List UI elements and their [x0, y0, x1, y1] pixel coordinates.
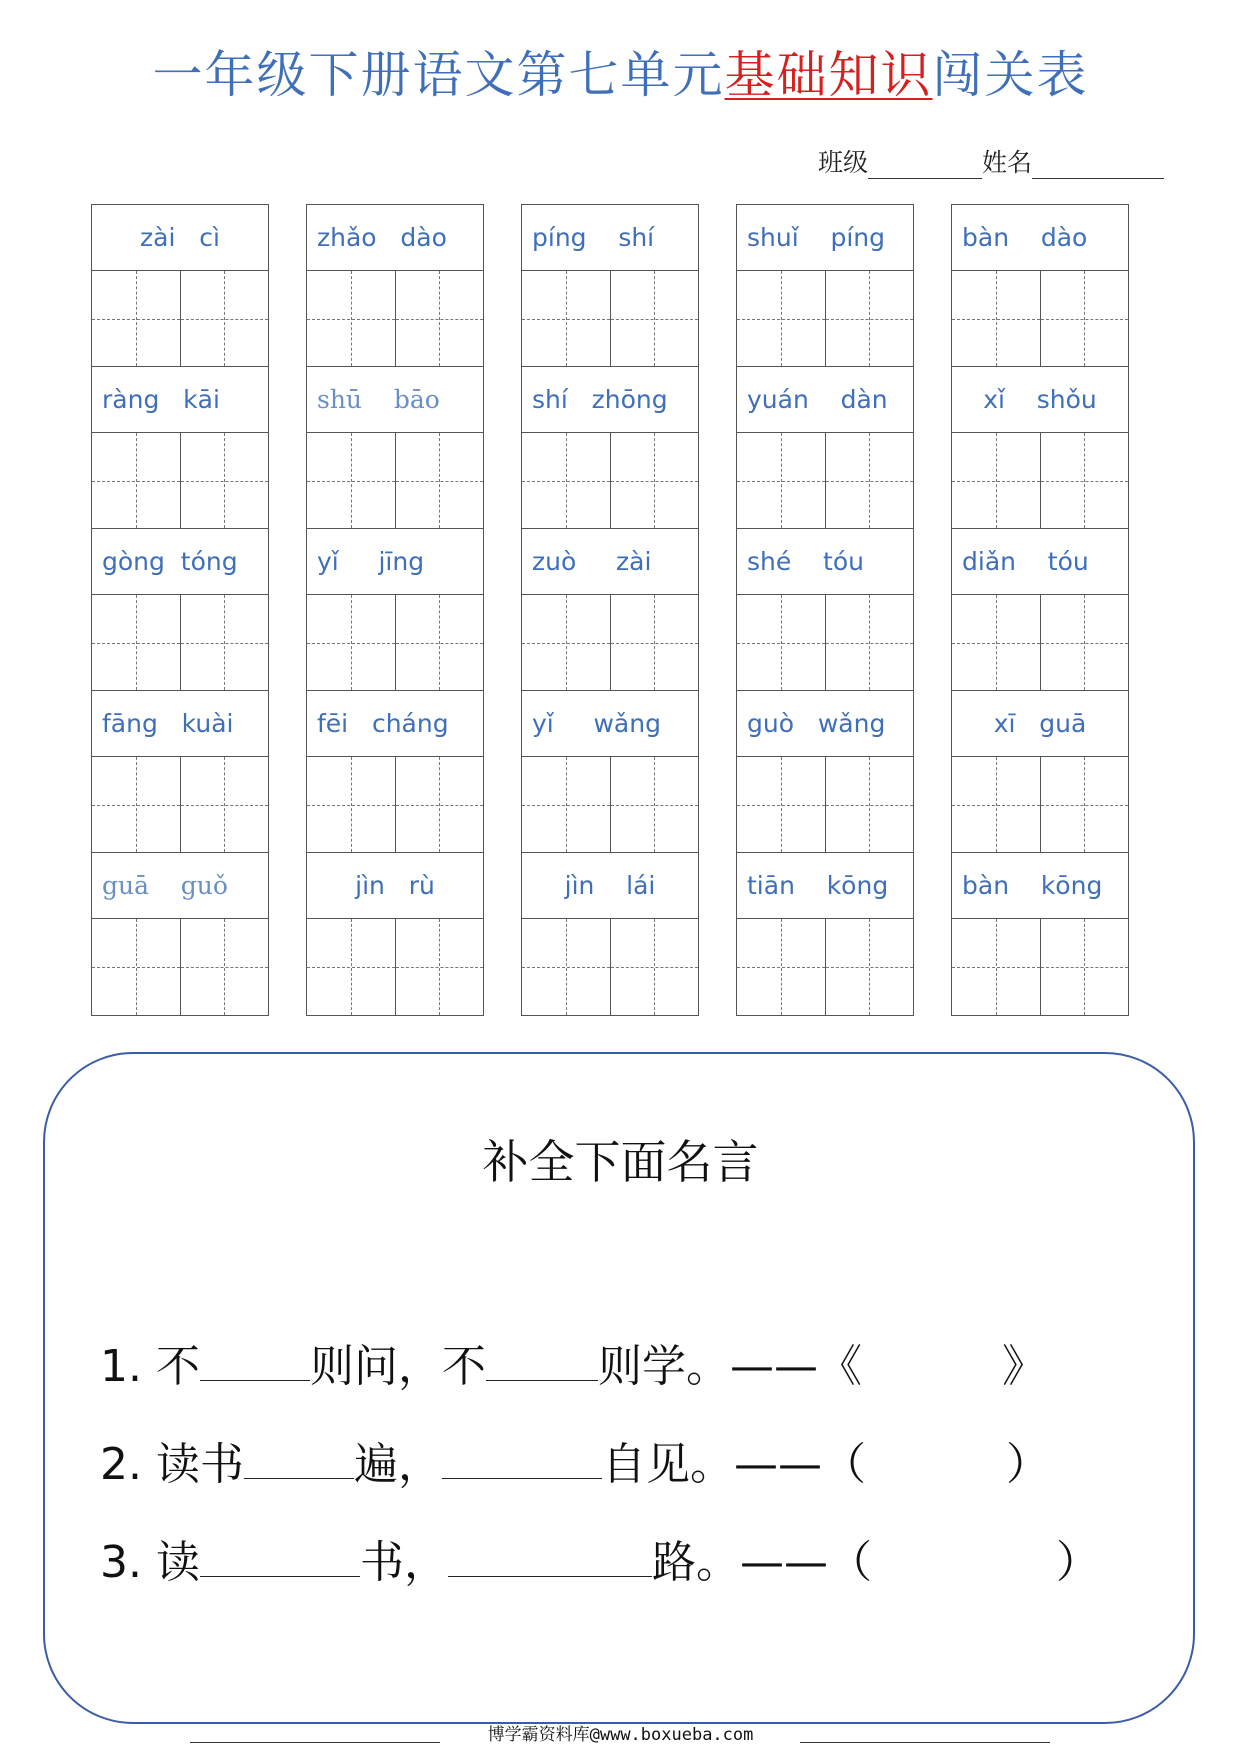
tianzige-cell[interactable]: [952, 271, 1040, 366]
pinyin-label: guā guǒ: [92, 853, 268, 919]
pinyin-label: fāng kuài: [92, 691, 268, 757]
quote-3-number: 3.: [100, 1537, 142, 1588]
tianzige-cell[interactable]: [737, 757, 825, 852]
tianzige-cell[interactable]: [737, 433, 825, 528]
title-highlight: 基础知识: [724, 46, 933, 104]
tianzige-cell[interactable]: [180, 271, 269, 366]
tianzige-cell[interactable]: [395, 919, 484, 1015]
tianzige-cell[interactable]: [1040, 595, 1129, 690]
tianzige-cell[interactable]: [395, 433, 484, 528]
tianzige-row: [737, 433, 913, 529]
quote-3-blank-1[interactable]: [200, 1538, 360, 1577]
tianzige-cell[interactable]: [522, 595, 610, 690]
pinyin-label: shé tóu: [737, 529, 913, 595]
quote-3: [100, 1526, 1100, 1590]
grid-column-3: [521, 204, 699, 1016]
quote-1-blank-2[interactable]: [486, 1342, 598, 1381]
tianzige-row: [307, 271, 483, 367]
pinyin-label: shí zhōng: [522, 367, 698, 433]
quote-2-part-b: 遍，: [353, 1439, 442, 1490]
quote-3-part-a: 读: [155, 1537, 200, 1588]
pinyin-label: zài cì: [92, 205, 268, 271]
class-label: 班级: [818, 148, 869, 177]
tianzige-row: [522, 595, 698, 691]
tianzige-cell[interactable]: [180, 433, 269, 528]
tianzige-cell[interactable]: [180, 595, 269, 690]
quote-1-part-d: 》: [1001, 1341, 1046, 1392]
tianzige-cell[interactable]: [610, 433, 699, 528]
tianzige-cell[interactable]: [610, 595, 699, 690]
quote-3-part-b: 书，: [359, 1537, 448, 1588]
tianzige-cell[interactable]: [1040, 919, 1129, 1015]
tianzige-row: [307, 757, 483, 853]
quote-1-part-c: 则学。——《: [597, 1341, 862, 1392]
tianzige-cell[interactable]: [92, 433, 180, 528]
quote-2-blank-1[interactable]: [244, 1440, 354, 1479]
tianzige-cell[interactable]: [307, 271, 395, 366]
pinyin-label: guò wǎng: [737, 691, 913, 757]
tianzige-cell[interactable]: [307, 595, 395, 690]
tianzige-cell[interactable]: [395, 271, 484, 366]
tianzige-cell[interactable]: [92, 271, 180, 366]
tianzige-cell[interactable]: [92, 919, 180, 1015]
tianzige-cell[interactable]: [825, 433, 914, 528]
tianzige-cell[interactable]: [92, 757, 180, 852]
tianzige-row: [522, 271, 698, 367]
title-part2: 闯关表: [932, 46, 1089, 104]
tianzige-cell[interactable]: [1040, 271, 1129, 366]
tianzige-row: [952, 271, 1128, 367]
quote-2: [100, 1428, 1050, 1492]
page-title: [0, 40, 1241, 110]
pinyin-label: tiān kōng: [737, 853, 913, 919]
tianzige-cell[interactable]: [522, 433, 610, 528]
quote-1-blank-1[interactable]: [200, 1342, 310, 1381]
tianzige-cell[interactable]: [395, 757, 484, 852]
tianzige-cell[interactable]: [395, 595, 484, 690]
tianzige-row: [522, 433, 698, 529]
tianzige-cell[interactable]: [180, 919, 269, 1015]
tianzige-cell[interactable]: [610, 757, 699, 852]
pinyin-label: píng shí: [522, 205, 698, 271]
tianzige-row: [92, 433, 268, 529]
footer-watermark: 博学霸资料库@www.boxueba.com: [487, 1725, 754, 1745]
tianzige-row: [952, 919, 1128, 1015]
tianzige-row: [92, 919, 268, 1015]
pinyin-label: gòng tóng: [92, 529, 268, 595]
tianzige-cell[interactable]: [307, 433, 395, 528]
tianzige-row: [307, 595, 483, 691]
pinyin-label: yǐ wǎng: [522, 691, 698, 757]
quote-3-part-d: ）: [1055, 1537, 1100, 1588]
quote-1-part-b: 则问，不: [309, 1341, 486, 1392]
pinyin-label: xǐ shǒu: [952, 367, 1128, 433]
pinyin-label: zuò zài: [522, 529, 698, 595]
tianzige-cell[interactable]: [92, 595, 180, 690]
pinyin-label: diǎn tóu: [952, 529, 1128, 595]
quote-2-blank-2[interactable]: [442, 1440, 602, 1479]
tianzige-cell[interactable]: [737, 595, 825, 690]
grid-column-2: [306, 204, 484, 1016]
tianzige-row: [952, 595, 1128, 691]
tianzige-cell[interactable]: [737, 919, 825, 1015]
tianzige-row: [522, 919, 698, 1015]
quote-2-part-d: ）: [1005, 1439, 1050, 1490]
tianzige-cell[interactable]: [522, 757, 610, 852]
pinyin-label: jìn rù: [307, 853, 483, 919]
pinyin-label: jìn lái: [522, 853, 698, 919]
tianzige-cell[interactable]: [307, 757, 395, 852]
tianzige-row: [952, 433, 1128, 529]
tianzige-cell[interactable]: [952, 433, 1040, 528]
tianzige-cell[interactable]: [1040, 433, 1129, 528]
tianzige-row: [307, 919, 483, 1015]
name-label: 姓名: [982, 148, 1033, 177]
quote-1-part-a: 不: [155, 1341, 200, 1392]
pinyin-label: yuán dàn: [737, 367, 913, 433]
tianzige-cell[interactable]: [952, 595, 1040, 690]
tianzige-row: [92, 757, 268, 853]
tianzige-cell[interactable]: [1040, 757, 1129, 852]
tianzige-row: [952, 757, 1128, 853]
pinyin-label: bàn dào: [952, 205, 1128, 271]
title-part1: 一年级下册语文第七单元: [152, 46, 725, 104]
quote-1: [100, 1330, 1046, 1394]
pinyin-label: ràng kāi: [92, 367, 268, 433]
pinyin-label: bàn kōng: [952, 853, 1128, 919]
tianzige-row: [737, 271, 913, 367]
tianzige-cell[interactable]: [952, 757, 1040, 852]
tianzige-cell[interactable]: [825, 919, 914, 1015]
pinyin-label: yǐ jīng: [307, 529, 483, 595]
tianzige-cell[interactable]: [180, 757, 269, 852]
pinyin-label: xī guā: [952, 691, 1128, 757]
tianzige-row: [307, 433, 483, 529]
tianzige-cell[interactable]: [522, 271, 610, 366]
tianzige-cell[interactable]: [737, 271, 825, 366]
quote-3-blank-2[interactable]: [448, 1538, 652, 1577]
pinyin-label: fēi cháng: [307, 691, 483, 757]
tianzige-cell[interactable]: [610, 271, 699, 366]
tianzige-row: [737, 757, 913, 853]
quote-2-part-c: 自见。——（: [601, 1439, 866, 1490]
tianzige-cell[interactable]: [825, 757, 914, 852]
tianzige-row: [522, 757, 698, 853]
quote-2-part-a: 读书: [155, 1439, 244, 1490]
tianzige-cell[interactable]: [610, 919, 699, 1015]
class-blank[interactable]: [868, 154, 982, 179]
tianzige-cell[interactable]: [825, 271, 914, 366]
tianzige-cell[interactable]: [952, 919, 1040, 1015]
grid-column-5: [951, 204, 1129, 1016]
pinyin-label: shuǐ píng: [737, 205, 913, 271]
quote-3-part-c: 路。——（: [651, 1537, 872, 1588]
tianzige-cell[interactable]: [307, 919, 395, 1015]
tianzige-row: [737, 595, 913, 691]
pinyin-label: zhǎo dào: [307, 205, 483, 271]
grid-column-1: [91, 204, 269, 1016]
quote-1-number: 1.: [100, 1341, 142, 1392]
quote-2-number: 2.: [100, 1439, 142, 1490]
grid-column-4: [736, 204, 914, 1016]
tianzige-cell[interactable]: [522, 919, 610, 1015]
tianzige-row: [92, 595, 268, 691]
tianzige-row: [92, 271, 268, 367]
tianzige-row: [737, 919, 913, 1015]
student-info: [818, 143, 1164, 179]
name-blank[interactable]: [1032, 154, 1164, 179]
pinyin-label: shū bāo: [307, 367, 483, 433]
quote-box-title: 补全下面名言: [482, 1135, 759, 1189]
tianzige-cell[interactable]: [825, 595, 914, 690]
